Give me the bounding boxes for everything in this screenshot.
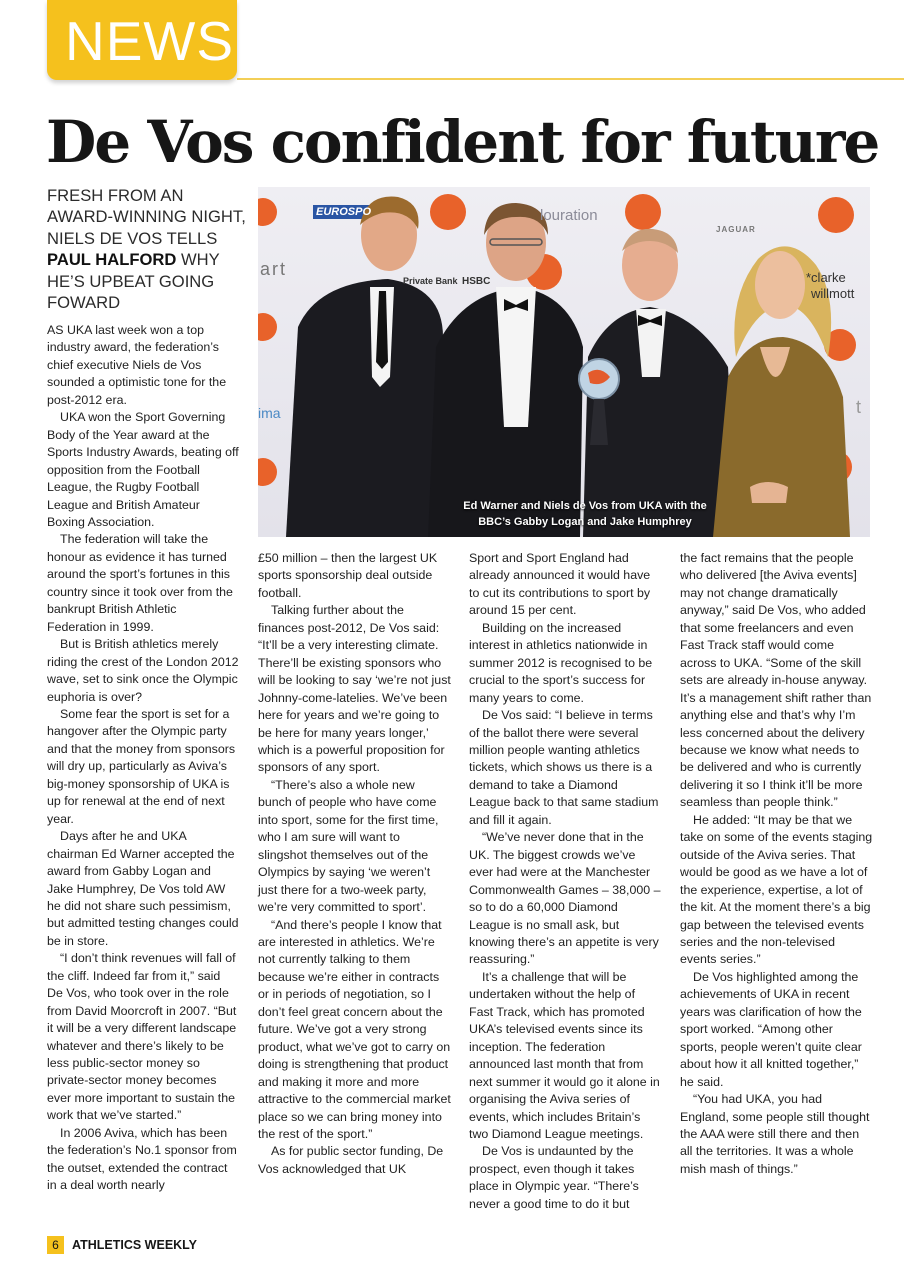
sponsor-jaguar: JAGUAR — [716, 225, 756, 234]
sponsor-art: art — [260, 259, 288, 279]
article-paragraph: De Vos is undaunted by the prospect, even though it takes place in Olympic year. “There’s never a good time to do it but — [469, 1144, 639, 1211]
article-paragraph: It’s a challenge that will be undertaken without the help of Fast Track, which has promoted UKA’s televised events since its inception. The federation announced last month that from next summer it would go it alone in organising the Aviva series of events, which includes Britain’s two Diamond League meetings. — [469, 969, 660, 1141]
article-paragraph: As for public sector funding, De Vos acknowledged that UK — [258, 1144, 444, 1176]
header-rule — [237, 78, 904, 80]
section-label: NEWS — [65, 10, 234, 72]
section-tab — [47, 0, 237, 80]
article-paragraph: De Vos said: “I believe in terms of the ballot there were several million people wanting athletics tickets, which shows us there is a demand to take a Diamond League back to that same stadium and fill it again. — [469, 708, 659, 827]
article-paragraph: AS UKA last week won a top industry award, the federation’s chief executive Niels de Vos sounded a optimistic tone for the post-2012 era. — [47, 323, 227, 407]
article-paragraph: the fact remains that the people who delivered [the Aviva events] may not change dramatically anyway,” said De Vos, who added that some freelancers and even Fast Track staff would come across to UKA. “Some of the skill sets are already in-house anyway. It’s a management shift rather than anything else and that’s why I’m less concerned about the delivery because we know what needs to be delivered and who is currently delivering it so I think it’ll be more seamless than people think.” — [680, 551, 872, 810]
standfirst — [47, 185, 247, 313]
article-column-1 — [47, 322, 239, 1195]
article-paragraph: £50 million – then the largest UK sports sponsorship deal outside football. — [258, 551, 438, 600]
photo-caption — [440, 498, 730, 530]
sponsor-colouration: louration — [540, 207, 598, 224]
sponsor-logo-circle — [258, 198, 277, 226]
article-paragraph: De Vos highlighted among the achievements of UKA in recent years was clarification of how the sport worked. “Among other sports, people weren’t quite clear about how it all knitted together,” he said. — [680, 969, 862, 1089]
article-paragraph: “We’ve never done that in the UK. The biggest crowds we’ve ever had were at the Manchester Commonwealth Games – 38,000 – so to do a 60,000 Diamond League is no small ask, but knowing there’s an appetite is very reassuring.” — [469, 830, 661, 967]
article-paragraph: “There’s also a whole new bunch of people who have come into sport, some for the first time, who I am sure will want to slingshot themselves out of the Olympics by saying ‘we weren’t just there for a two-week party, we’re very committed to sport’. — [258, 777, 439, 915]
article-paragraph: Some fear the sport is set for a hangover after the Olympic party and that the money from sponsors will dry up, particularly as Aviva’s big-money sponsorship of UKA is up for renewal at the end of next year. — [47, 706, 236, 826]
article-column-4 — [680, 550, 873, 1178]
article-paragraph: He added: “It may be that we take on some of the events staging outside of the Aviva series. That would be good as we have a lot of the experience, expertise, a lot of the kit. At the moment there’s a big gap between the televised events series and the non-televised events series.” — [680, 812, 873, 967]
article-column-2 — [258, 550, 451, 1178]
sponsor-ima: ima — [258, 405, 281, 421]
article-paragraph: In 2006 Aviva, which has been the federation’s No.1 sponsor from the outset, extended the contract in a deal worth nearly — [47, 1125, 237, 1193]
article-paragraph: Days after he and UKA chairman Ed Warner accepted the award from Gabby Logan and Jake Humphrey, De Vos told AW he did not share such pessimism, but admitted testing changes could be in store. — [47, 829, 239, 948]
page-number: 6 — [47, 1236, 64, 1254]
publication-name: ATHLETICS WEEKLY — [72, 1238, 198, 1252]
article-column-3 — [469, 550, 662, 1213]
sponsor-logo-circle — [625, 194, 661, 230]
sponsor-willmott: willmott — [811, 286, 855, 301]
caption-line-1: Ed Warner and Niels de Vos from UKA with the — [463, 500, 707, 512]
sponsor-private-bank: Private Bank — [403, 276, 458, 286]
sponsor-logo-circle — [258, 313, 277, 341]
page-footer — [47, 1236, 197, 1254]
article-paragraph: “You had UKA, you had England, some people still thought the AAA were still there and then all the territories. It was a whole mish mash of things.” — [680, 1092, 870, 1176]
headline: De Vos confident for future — [46, 108, 879, 176]
caption-line-2: BBC’s Gabby Logan and Jake Humphrey — [478, 516, 692, 528]
article-paragraph: UKA won the Sport Governing Body of the Year award at the Sports Industry Awards, beating off opposition from the Football League, the Rugby Football League and British Amateur Boxing Association. — [47, 410, 239, 529]
sponsor-logo-circle — [258, 458, 277, 486]
sponsor-clarke: *clarke — [806, 270, 846, 285]
article-paragraph: Talking further about the finances post-2012, De Vos said: “It’ll be a very interesting climate. There’ll be existing sponsors who will be looking to say ‘we’re not just Johnny-come-latelies. We’ve been here for years and we’re going to be here for many years longer,’ which is a powerful proposition for sponsors of any sport. — [258, 603, 451, 775]
author-name: PAUL HALFORD — [47, 250, 177, 270]
standfirst-lead: FRESH FROM AN AWARD-WINNING NIGHT, NIELS DE VOS TELLS — [47, 186, 246, 248]
person-jake — [286, 279, 443, 537]
sponsor-logo-circle — [430, 194, 466, 230]
sponsor-t: t — [856, 397, 862, 417]
article-paragraph: But is British athletics merely riding the crest of the London 2012 wave, set to sink once the Olympic euphoria is over? — [47, 637, 239, 704]
article-paragraph: The federation will take the honour as evidence it has turned around the sport’s fortunes in this country since it took over from the bankrupt British Athletic Federation in 1999. — [47, 532, 233, 634]
article-paragraph: Sport and Sport England had already announced it would have to cut its contributions to sport by around 15 per cent. — [469, 551, 651, 618]
sponsor-eurosport: EUROSPO — [316, 206, 372, 218]
photo-illustration — [258, 187, 870, 537]
article-paragraph: “And there’s people I know that are interested in athletics. We’re not currently talking to them because we’re either in contracts or in periods of negotiation, so I don’t feel great concern about the future. We’ve got a very strong product, what we’ve got to carry on doing is strengthening that product and making it more and more attractive to the commercial market place so we can bring money into the rest of the sport.” — [258, 917, 451, 1141]
sponsor-hsbc: HSBC — [462, 276, 491, 287]
award-photo — [258, 187, 870, 537]
standfirst-tail: WHY HE’S UPBEAT GOING FOWARD — [47, 250, 220, 313]
article-paragraph: Building on the increased interest in athletics nationwide in summer 2012 is recognised to be crucial to the sport’s success for many years to come. — [469, 620, 653, 705]
article-paragraph: “I don’t think revenues will fall of the cliff. Indeed far from it,” said De Vos, who took over in the role from David Moorcroft in 2007. “But it will be a very different landscape whatever and there’s likely to be less public-sector money so private-sector money becomes ever more important to sustain the work that we’ve started.” — [47, 951, 237, 1123]
sponsor-logo-circle — [818, 197, 854, 233]
